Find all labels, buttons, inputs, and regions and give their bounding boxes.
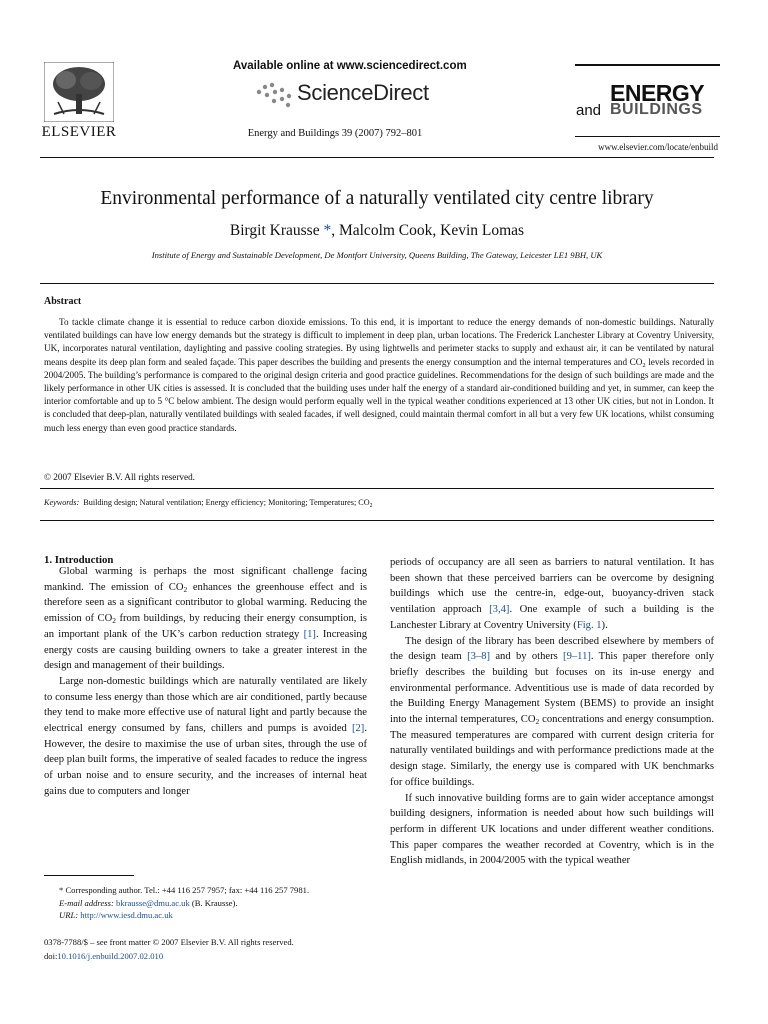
keywords: Keywords: Building design; Natural ventilation; Energy efficiency; Monitoring; Temperatures; $CO_2$: [44, 498, 373, 509]
abstract-body: [44, 316, 714, 435]
figure-link[interactable]: Fig. 1: [576, 619, 602, 631]
journal-url[interactable]: www.elsevier.com/locate/enbuild: [598, 142, 718, 152]
citation-link[interactable]: [1]: [303, 628, 316, 640]
abstract-paragraph: To tackle climate change it is essential to reduce carbon dioxide emissions. To this end, it is important to reduce the energy demands of non-domestic buildings. Naturally ventilated buildings can have low energy demands but the strategy is difficult to implement in deep plan, urban locations. The Frederick Lanchester Library at Coventry University, UK, incorporates natural ventilation, daylighting and passive cooling strategies. By using lightwells and perimeter stacks to supply and exhaust air, it can be ventilated by natural means despite its deep plan form and sealed façade. This paper describes the building and presents the energy consumption and the internal temperatures and $CO_2$ levels recorded in 2004/2005. The building’s performance is compared to the original design criteria and good practice guidelines. Recommendations for the design of such buildings are made and the likely performance in other UK cities is assessed. It is concluded that the building uses under half the energy of a standard air-conditioned building and yet, in summer, can keep the interior comfortable and up to 5 °C below ambient. The design would perform equally well in the typical weather conditions experienced at 13 other UK cities, but not in London. It is concluded that deep-plan, naturally ventilated buildings with sealed facades, if well designed, could maintain thermal comfort in all but a very few UK locations, whilst consuming much less energy than even good practice standards.: [44, 317, 715, 433]
abstract-top-rule: [40, 283, 714, 284]
keywords-label: Keywords:: [44, 498, 80, 507]
keywords-bottom-rule: [40, 520, 714, 521]
abstract-heading: Abstract: [44, 296, 82, 307]
website-link[interactable]: http://www.iesd.dmu.ac.uk: [80, 910, 173, 920]
keywords-list: Building design; Natural ventilation; Energy efficiency; Monitoring; Temperatures; CO: [83, 498, 370, 507]
url-line: URL: http://www.iesd.dmu.ac.uk: [59, 910, 173, 920]
elsevier-tree-icon: [44, 62, 114, 122]
elsevier-logo: [40, 62, 118, 146]
footnote: [44, 884, 374, 922]
doi-link[interactable]: 10.1016/j.enbuild.2007.02.010: [57, 950, 164, 961]
keywords-top-rule: [40, 488, 714, 489]
article-title: Environmental performance of a naturally ventilated city centre library: [100, 188, 654, 209]
front-matter: [44, 936, 374, 963]
author-list: [40, 222, 714, 240]
sciencedirect-wordmark: ScienceDirect: [297, 80, 429, 105]
citation-link[interactable]: [3,4]: [489, 604, 510, 616]
corresponding-author-link[interactable]: *: [323, 222, 332, 239]
section-heading-introduction: 1. Introduction: [44, 554, 114, 566]
author-others: , Malcolm Cook, Kevin Lomas: [331, 222, 525, 239]
journal-logo-and: and: [576, 102, 602, 119]
citation-link[interactable]: [3–8]: [467, 651, 491, 663]
corresponding-author-note: * Corresponding author. Tel.: +44 116 257 7957; fax: +44 116 257 7981.: [59, 885, 310, 895]
header-divider: [40, 157, 714, 158]
email-link[interactable]: bkrausse@dmu.ac.uk: [115, 897, 190, 908]
body-column-left: [44, 564, 367, 800]
issn-line: 0378-7788/$ – see front matter © 2007 Elsevier B.V. All rights reserved.: [44, 937, 294, 947]
journal-logo-buildings: BUILDINGS: [610, 101, 703, 118]
intro-paragraph-4: If such innovative building forms are to gain wider acceptance amongst building designers, information is needed about how such buildings will perform in different UK locations and under different weather conditions. This paper compares the weather recorded at Coventry, which is in the English midlands, in 2004/2005 with the typical weather: [390, 792, 714, 867]
doi-line: doi:10.1016/j.enbuild.2007.02.010: [44, 950, 164, 961]
abstract-copyright: © 2007 Elsevier B.V. All rights reserved.: [44, 472, 195, 482]
journal-reference: Energy and Buildings 39 (2007) 792–801: [247, 128, 423, 139]
intro-paragraph-3: The design of the library has been described elsewhere by members of the design team [3–8] and by others [9–11]. This paper therefore only briefly describes the building but focuses on its in-use energy and environmental performance. Adventitious use is made of data recorded by the Building Energy Management System (BEMS) to provide an insight into the internal temperatures, $CO_2$ concentrations and energy consumption. The measured temperatures are compared with current design criteria for naturally ventilated buildings and with performance predictions made at the design stage. Similarly, the energy use is compared with UK benchmarks for office buildings.: [390, 635, 714, 788]
affiliation: Institute of Energy and Sustainable Development, De Montfort University, Queens Building, The Gateway, Leicester LE1 9BH, UK: [151, 250, 603, 260]
footnote-rule: [44, 875, 134, 876]
header-rule-right: [575, 64, 720, 66]
intro-paragraph-2-cont: periods of occupancy are all seen as barriers to natural ventilation. It has been shown that these perceived barriers can be overcome by designing buildings which use the centre-in, edge-out, buoyancy-driven stack ventilation approach [3,4]. One example of such a building is the Lanchester Library at Coventry University (Fig. 1).: [390, 557, 714, 631]
journal-logo-rule: [575, 136, 720, 137]
citation-link[interactable]: [9–11]: [563, 651, 591, 663]
sciencedirect-dots-icon: [255, 82, 293, 108]
intro-paragraph-1: Global warming is perhaps the most significant challenge facing mankind. The emission of $CO_2$ enhances the greenhouse effect and is therefore seen as a significant contributor to global warming. Reducing the emission of $CO_2$ from buildings, by reducing their energy consumption, is an important plank of the UK’s carbon reduction strategy [1]. Increasing energy costs are causing building owners to take a greater interest in the design and management of their buildings.: [44, 566, 367, 672]
body-column-right: [390, 555, 714, 869]
sciencedirect-logo: [255, 78, 485, 112]
intro-paragraph-2: Large non-domestic buildings which are naturally ventilated are likely to consume less energy than those which are air conditioned, partly because they tend to make more effective use of natural light and partly because the electrical energy consumed by fans, chillers and pumps is avoided [2]. However, the desire to maximise the use of urban sites, through the use of deep plan built forms, the imperative of sealed facades to reduce the ingress of urban noise and to ensure security, and the increases of internal heat gains due to computers and longer: [44, 675, 367, 797]
available-online-text: Available online at www.sciencedirect.com: [233, 60, 467, 72]
email-line: E-mail address: bkrausse@dmu.ac.uk (B. Krausse).: [59, 897, 238, 908]
citation-link[interactable]: [2]: [351, 723, 365, 735]
author-krausse: Birgit Krausse: [229, 222, 320, 239]
publisher-name: ELSEVIER: [41, 124, 117, 140]
journal-logo-energy: ENERGY: [610, 80, 705, 106]
